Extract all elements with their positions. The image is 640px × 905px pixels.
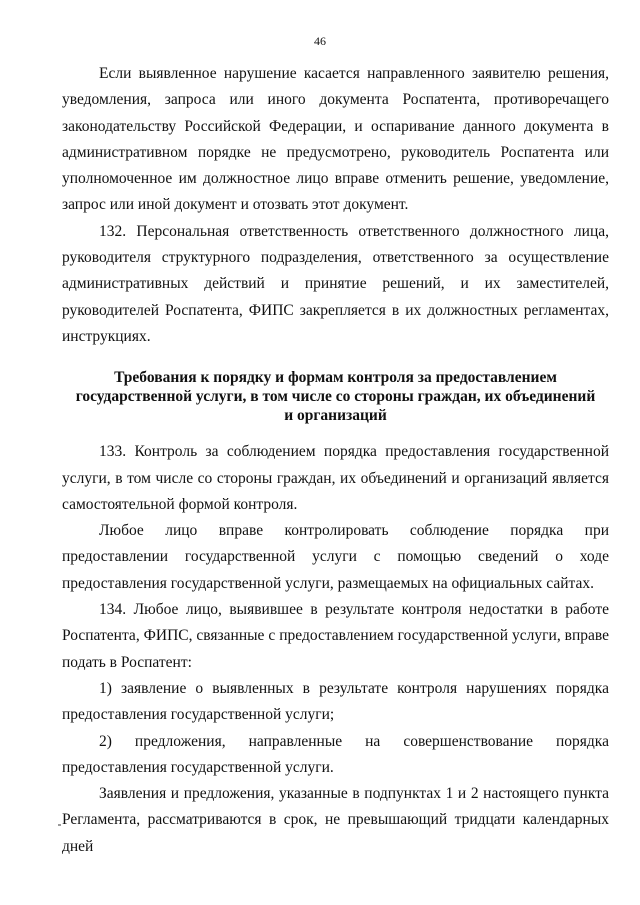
section-heading-line: и организаций <box>284 407 387 425</box>
scan-speck <box>58 824 61 826</box>
paragraph-133-control: 133. Контроль за соблюдением порядка предоставления государственной услуги, в том числе со стороны граждан, их объединений и организаций является самостоятельной формой контроля. <box>62 443 609 513</box>
page-number: 46 <box>314 34 326 48</box>
list-item-proposals: 2) предложения, направленные на совершенствование порядка предоставления государственной услуги. <box>62 732 609 776</box>
paragraph-public-monitoring: Любое лицо вправе контролировать соблюдение порядка при предоставлении государственной услуги с помощью сведений о ходе предоставления государственной услуги, размещаемых на официальных сайтах. <box>62 522 609 592</box>
paragraph-violation-cancellation: Если выявленное нарушение касается направленного заявителю решения, уведомления, запроса или иного документа Роспатента, противоречащего законодательству Российской Федерации, и оспаривание данного документа в административном порядке не предусмотрено, руководитель Роспатента или уполномоченное им должностное лицо вправе отменить решение, уведомление, запрос или иной документ и отозвать этот документ. <box>62 65 609 214</box>
paragraph-134-submissions: 134. Любое лицо, выявившее в результате контроля недостатки в работе Роспатента, ФИПС, связанные с предоставлением государственной услуги, вправе подать в Роспатент: <box>62 601 609 671</box>
section-heading <box>62 368 609 425</box>
paragraph-review-period: Заявления и предложения, указанные в подпунктах 1 и 2 настоящего пункта Регламента, рассматриваются в срок, не превышающий тридцати календарных дней <box>62 785 609 855</box>
list-item-application: 1) заявление о выявленных в результате контроля нарушениях порядка предоставления государственной услуги; <box>62 679 609 724</box>
section-heading-line: государственной услуги, в том числе со стороны граждан, их объединений <box>75 388 596 406</box>
section-heading-line: Требования к порядку и формам контроля за предоставлением <box>114 369 557 387</box>
document-body <box>62 61 609 860</box>
paragraph-132-responsibility: 132. Персональная ответственность ответственного должностного лица, руководителя структурного подразделения, ответственного за осуществление административных действий и принятие решений, и их заместителей, руководителей Роспатента, ФИПС закрепляется в их должностных регламентах, инструкциях. <box>62 222 609 345</box>
